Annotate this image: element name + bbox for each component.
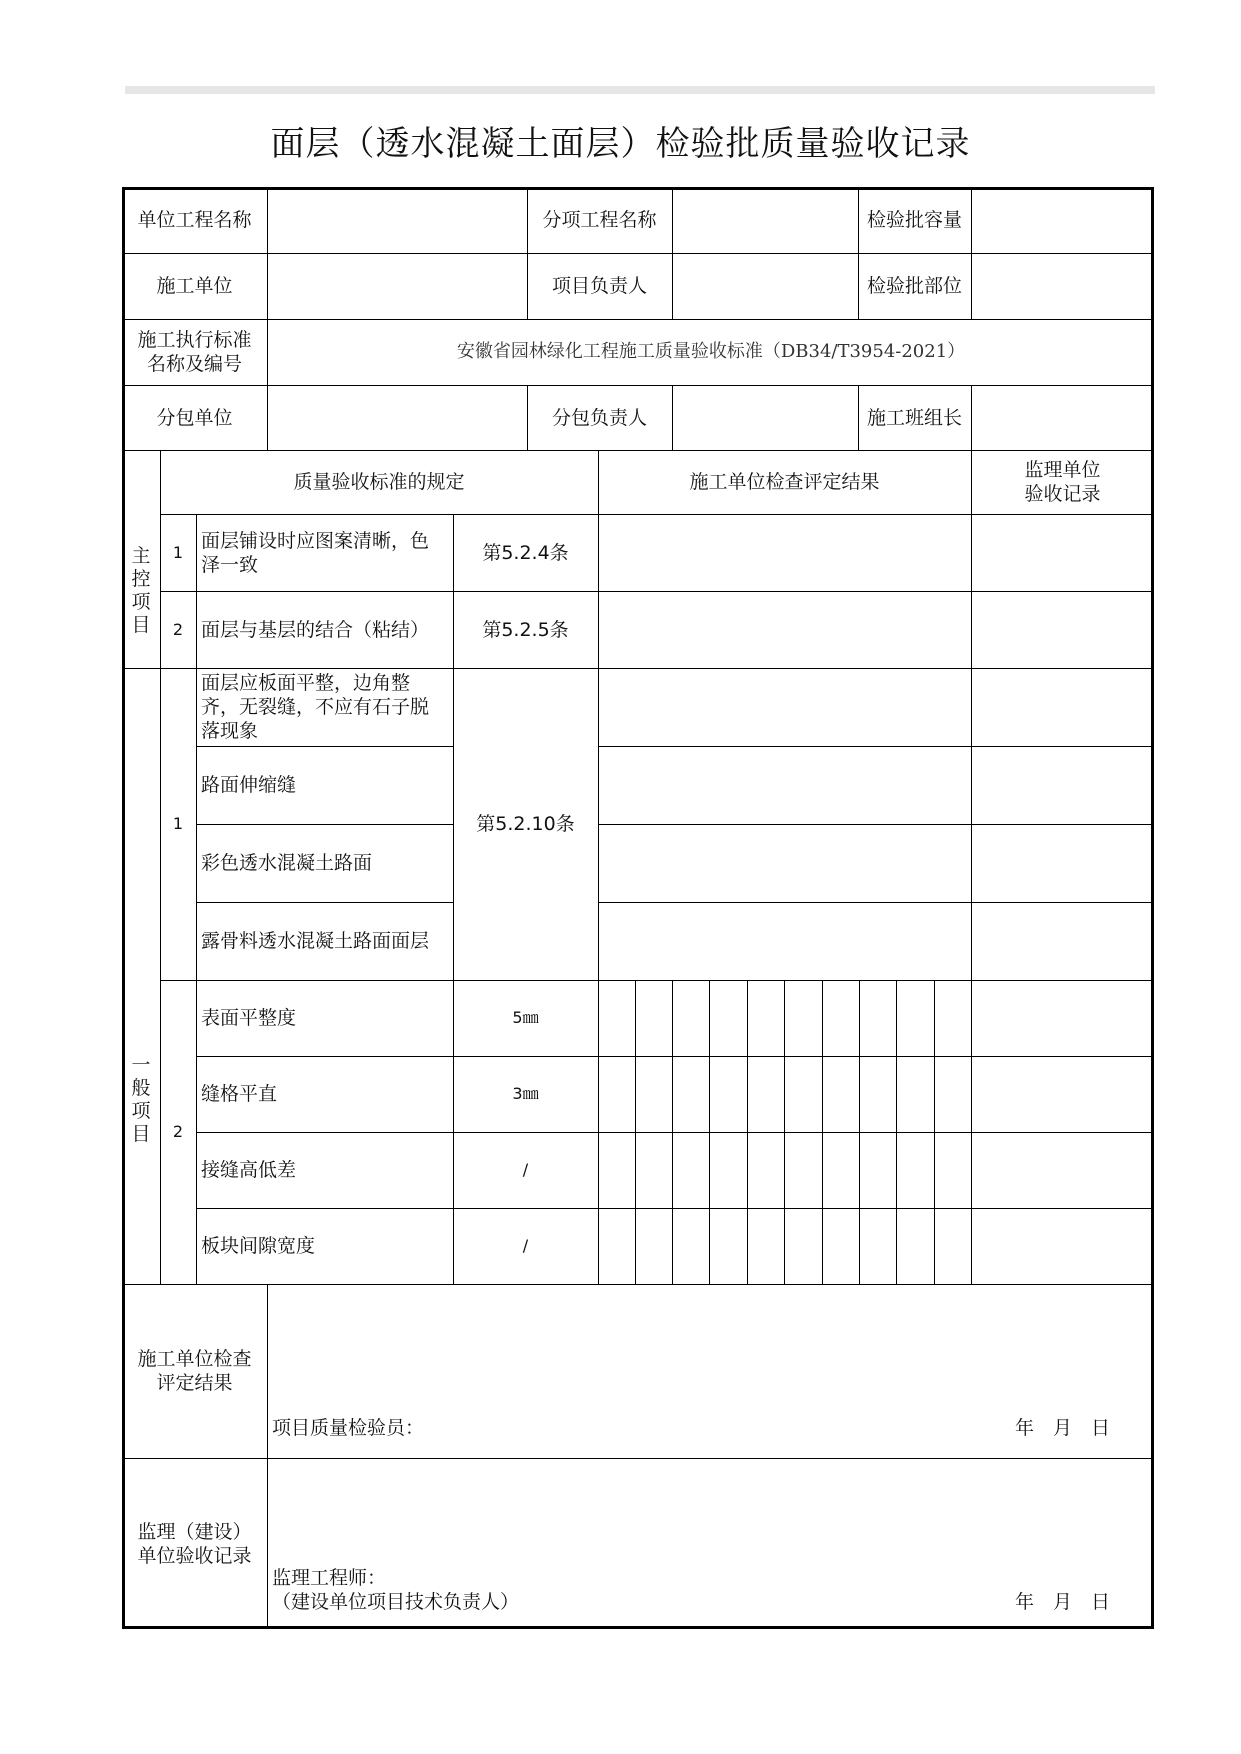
main-item-supervision-cell[interactable]	[972, 591, 1154, 668]
spec-column-header: 质量验收标准的规定	[293, 471, 465, 493]
standard-label: 施工执行标准 名称及编号	[137, 329, 252, 375]
general-item-description: 面层应板面平整，边角整齐，无裂缝，不应有石子脱落现象	[201, 672, 430, 742]
general-item-description: 彩色透水混凝土路面	[201, 852, 373, 874]
quality-inspector-label: 项目质量检验员：	[272, 1417, 425, 1439]
main-item-result-cell[interactable]	[599, 514, 971, 591]
subcontract-manager-label: 分包负责人	[551, 406, 647, 429]
construction-result-column-header: 施工单位检查评定结果	[689, 471, 880, 493]
project-manager-label: 项目负责人	[551, 275, 647, 297]
tolerance-item-description: 板块间隙宽度	[201, 1235, 316, 1257]
unit-project-name-field[interactable]	[268, 187, 527, 253]
page-title: 面层（透水混凝土面层）检验批质量验收记录	[270, 124, 971, 164]
supervision-record-column-header: 监理单位 验收记录	[1024, 459, 1101, 505]
general-section-label: 一 般 项 目	[131, 1054, 151, 1145]
general-group2-number: 2	[172, 1122, 184, 1141]
main-item-description: 面层与基层的结合（粘结）	[201, 618, 430, 641]
sub-project-name-field[interactable]	[673, 187, 858, 253]
batch-location-label: 检验批部位	[866, 275, 962, 297]
main-item-clause: 第5.2.5条	[482, 618, 569, 641]
main-item-supervision-cell[interactable]	[972, 514, 1154, 591]
batch-capacity-field[interactable]	[972, 187, 1154, 253]
general-item-description: 路面伸缩缝	[201, 774, 297, 796]
construction-check-label: 施工单位检查 评定结果	[137, 1348, 252, 1394]
construction-date: 年 月 日	[1014, 1417, 1110, 1439]
main-item-clause: 第5.2.4条	[482, 541, 569, 564]
tolerance-item-description: 缝格平直	[201, 1083, 278, 1105]
unit-project-name-label: 单位工程名称	[137, 209, 252, 231]
tolerance-value: 3㎜	[512, 1084, 539, 1103]
tolerance-item-description: 表面平整度	[201, 1007, 297, 1029]
main-control-section-label: 主 控 项 目	[131, 545, 151, 636]
team-leader-field[interactable]	[972, 385, 1154, 450]
construction-unit-field[interactable]	[268, 253, 527, 319]
tolerance-value: 5㎜	[512, 1008, 539, 1027]
general-group1-clause: 第5.2.10条	[476, 813, 575, 835]
tolerance-value: /	[522, 1236, 529, 1255]
general-group1-number: 1	[172, 814, 184, 833]
batch-capacity-label: 检验批容量	[866, 209, 962, 231]
standard-value: 安徽省园林绿化工程施工质量验收标准（DB34/T3954-2021）	[456, 341, 966, 362]
main-item-number: 1	[172, 542, 184, 562]
construction-unit-label: 施工单位	[156, 275, 233, 297]
subcontractor-field[interactable]	[268, 385, 527, 450]
subcontractor-label: 分包单位	[156, 406, 233, 429]
supervision-engineer-label: 监理工程师： （建设单位项目技术负责人）	[272, 1567, 520, 1613]
general-item-description: 露骨料透水混凝土路面面层	[201, 930, 430, 952]
top-decorative-bar	[125, 86, 1155, 94]
main-item-number: 2	[172, 619, 184, 639]
sub-project-name-label: 分项工程名称	[542, 209, 657, 231]
supervision-label: 监理（建设） 单位验收记录	[137, 1520, 252, 1567]
tolerance-value: /	[522, 1160, 529, 1179]
tolerance-item-description: 接缝高低差	[201, 1159, 297, 1181]
supervision-date: 年 月 日	[1014, 1591, 1110, 1613]
project-manager-field[interactable]	[673, 253, 858, 319]
subcontract-manager-field[interactable]	[673, 385, 858, 450]
main-item-description: 面层铺设时应图案清晰，色泽一致	[201, 529, 430, 576]
main-item-result-cell[interactable]	[599, 591, 971, 668]
batch-location-field[interactable]	[972, 253, 1154, 319]
team-leader-label: 施工班组长	[866, 406, 962, 429]
